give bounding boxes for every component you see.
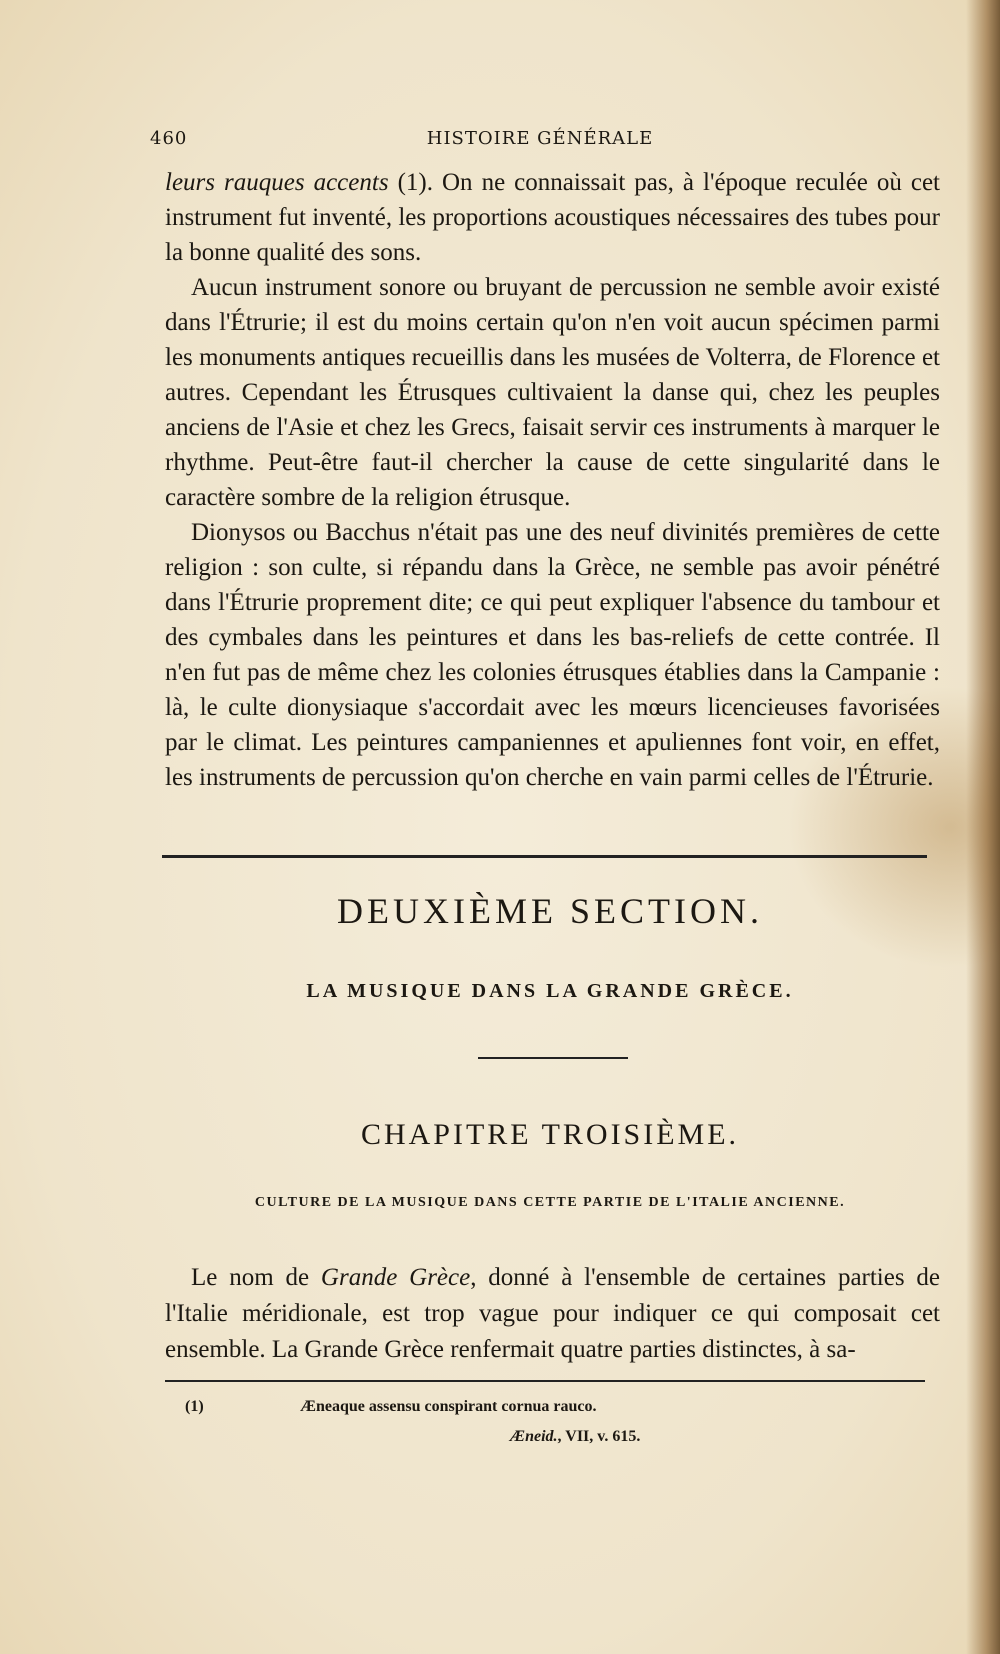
chapter-paragraph-italic: Grande Grèce <box>320 1264 471 1291</box>
footnote-text: Æneaque assensu conspirant cornua rauco. <box>300 1398 597 1415</box>
footnote-citation: Æneid., VII, v. 615. <box>510 1428 641 1445</box>
running-head-title: HISTOIRE GÉNÉRALE <box>426 128 654 149</box>
chapter-title: CHAPITRE TROISIÈME. <box>360 1118 740 1151</box>
section-subtitle: LA MUSIQUE DANS LA GRANDE GRÈCE. <box>306 980 794 1002</box>
paragraph-2: Aucun instrument sonore ou bruyant de percussion ne semble avoir existé dans l'Étrurie; il est du moins certain qu'on n'en voit aucun spécimen parmi les monuments antiques recueillis dans les musées de Volterra, de Florence et autres. Cependant les Étrusques cultivaient la danse qui, chez les peuples anciens de l'Asie et chez les Grecs, faisait servir ces instruments à marquer le rhythme. Peut-être faut-il chercher la cause de cette singularité dans le caractère sombre de la religion étrusque. <box>165 274 940 511</box>
paragraph-1-text: (1). On ne connaissait pas, à l'époque reculée où cet instrument fut inventé, les proportions acoustiques nécessaires des tubes pour la bonne qualité des sons. <box>165 169 940 266</box>
footnote-marker: (1) <box>185 1398 204 1415</box>
chapter-paragraph-1: Le nom de Grande Grèce, donné à l'ensemble de certaines parties de l'Italie méridionale, est trop vague pour indiquer ce qui composait cet ensemble. La Grande Grèce renfermait quatre parties distinctes, à sa- <box>165 1264 941 1363</box>
body-text <box>165 165 940 795</box>
chapter-rule <box>478 1057 628 1059</box>
page-spine-shadow <box>966 0 1000 1654</box>
paragraph-3: Dionysos ou Bacchus n'était pas une des neuf divinités premières de cette religion : son culte, si répandu dans la Grèce, ne semble pas avoir pénétré dans l'Étrurie proprement dite; ce qui peut expliquer l'absence du tambour et des cymbales dans les peintures et dans les bas-reliefs de cette contrée. Il n'en fut pas de même chez les colonies étrusques établies dans la Campanie : là, le culte dionysiaque s'accordait avec les mœurs licencieuses favorisées par le climat. Les peintures campaniennes et apuliennes font voir, en effet, les instruments de percussion qu'on cherche en vain parmi celles de l'Étrurie. <box>165 519 940 791</box>
chapter-subtitle: CULTURE DE LA MUSIQUE DANS CETTE PARTIE DE L'ITALIE ANCIENNE. <box>254 1195 846 1210</box>
chapter-text <box>165 1260 940 1368</box>
section-title: DEUXIÈME SECTION. <box>337 891 763 931</box>
footnote-rule <box>165 1380 925 1382</box>
paragraph-1 <box>165 165 940 270</box>
paragraph-1-italic: leurs rauques accents <box>165 169 389 196</box>
running-head <box>150 128 930 158</box>
page-number: 460 <box>150 128 188 149</box>
section-rule <box>162 855 927 858</box>
